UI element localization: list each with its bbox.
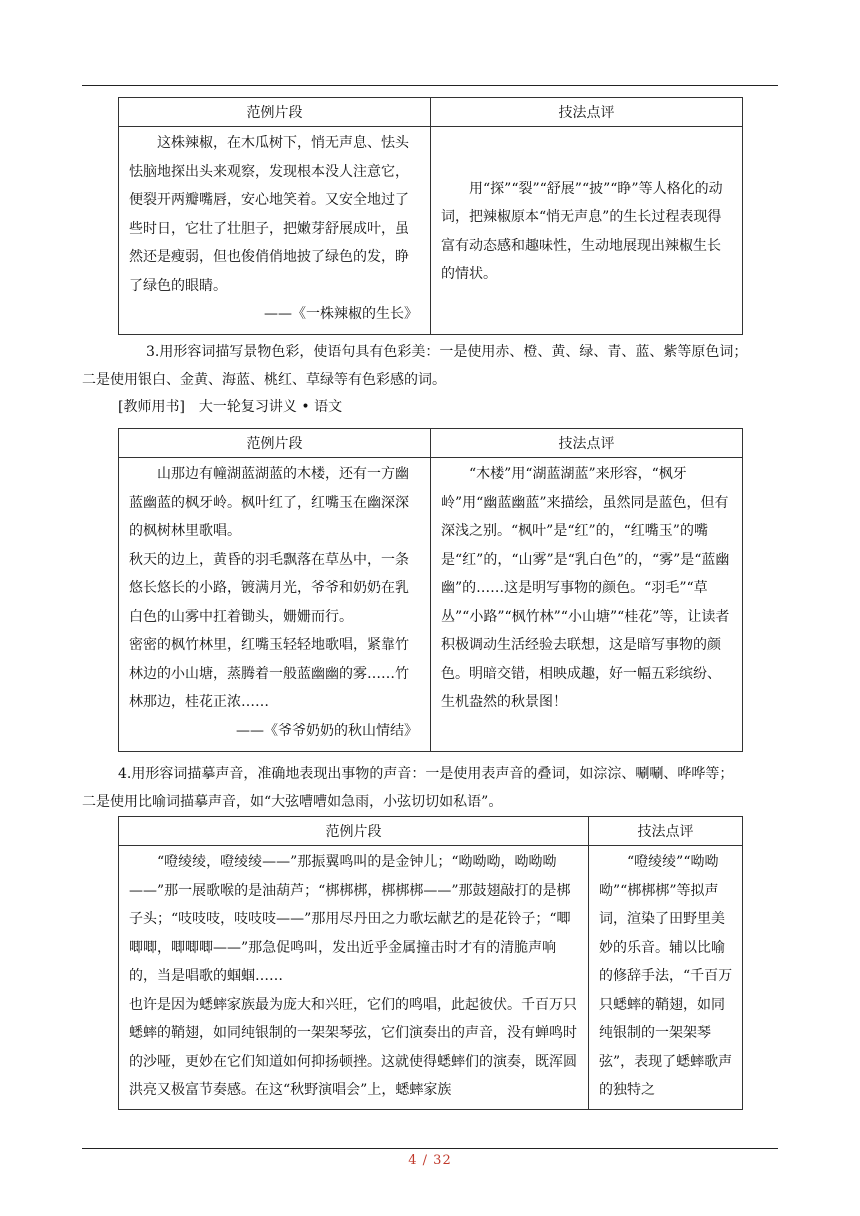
table-header-example: 范例片段 — [119, 817, 589, 846]
example-table-1 — [118, 97, 743, 335]
comment-paragraph: “噔绫绫”“呦呦呦”“梆梆梆”等拟声词，渲染了田野里美妙的乐音。辅以比喻的修辞手法，“千百万只蟋蟀的鞘翅，如同纯银制的一架架琴弦”，表现了蟋蟀歌声的独特之 — [599, 854, 733, 1098]
running-header: [教师用书] 大一轮复习讲义 • 语文 — [118, 399, 343, 415]
section-4-line-2: 二是使用比喻词描摹声音，如“大弦嘈嘈如急雨，小弦切切如私语”。 — [82, 794, 503, 810]
comment-paragraph: 用“探”“裂”“舒展”“披”“睁”等人格化的动词，把辣椒原本“悄无声息”的生长过程表现得富有动态感和趣味性，生动地展现出辣椒生长的情状。 — [441, 180, 723, 282]
comment-cell — [431, 127, 743, 335]
comment-paragraph: “木楼”用“湖蓝湖蓝”来形容，“枫牙岭”用“幽蓝幽蓝”来描绘，虽然同是蓝色，但有深浅之别。“枫叶”是“红”的，“红嘴玉”的嘴是“红”的，“山雾”是“乳白色”的，“雾”是“蓝幽幽”的……这是明写事物的颜色。“羽毛”“草丛”“小路”“枫竹林”“小山塘”“桂花”等，让读者积极调动生活经验去联想，这是暗写事物的颜色。明暗交错，相映成趣，好一幅五彩缤纷、生机盎然的秋景图！ — [441, 466, 730, 710]
example-paragraph: 山那边有幢湖蓝湖蓝的木楼，还有一方幽蓝幽蓝的枫牙岭。枫叶红了，红嘴玉在幽深深的枫树林里歌唱。 — [129, 466, 409, 539]
page-number: 4 / 32 — [408, 1153, 452, 1168]
example-paragraph: 这株辣椒，在木瓜树下，悄无声息、怯头怯脑地探出头来观察，发现根本没人注意它，便裂开两瓣嘴唇，安心地笑着。又安全地过了些时日，它壮了壮胆子，把嫩芽舒展成叶，虽然还是瘦弱，但也俊俏俏地披了绿色的发，睁了绿色的眼睛。 — [129, 135, 409, 294]
example-paragraph: “噔绫绫，噔绫绫——”那振翼鸣叫的是金钟儿；“呦呦呦，呦呦呦——”那一展歌喉的是油葫芦；“梆梆梆，梆梆梆——”那鼓翅敲打的是梆子头；“吱吱吱，吱吱吱——”那用尽丹田之力歌坛献艺的是花铃子；“唧唧唧，唧唧唧——”那急促鸣叫，发出近乎金属撞击时才有的清脆声响的，当是唱歌的蝈蝈…… — [129, 854, 571, 984]
header-rule — [82, 85, 778, 86]
footer-rule — [82, 1148, 778, 1149]
section-3-line-1: 3.用形容词描写景物色彩，使语句具有色彩美：一是使用赤、橙、黄、绿、青、蓝、紫等原色词； — [146, 344, 748, 360]
table-header-example: 范例片段 — [119, 98, 431, 127]
comment-cell — [431, 458, 743, 752]
section-4-line-1: 4.用形容词描摹声音，准确地表现出事物的声音：一是使用表声音的叠词，如淙淙、唰唰、哗哗等； — [118, 766, 734, 782]
section-3-line-2: 二是使用银白、金黄、海蓝、桃红、草绿等有色彩感的词。 — [82, 372, 446, 388]
example-source: ——《爷爷奶奶的秋山情结》 — [236, 722, 418, 739]
table-header-comment: 技法点评 — [431, 98, 743, 127]
example-paragraph: 秋天的边上，黄昏的羽毛飘落在草丛中，一条悠长悠长的小路，镀满月光，爷爷和奶奶在乳白色的山雾中扛着锄头，姗姗而行。 — [129, 551, 409, 625]
example-cell — [119, 458, 431, 752]
table-header-comment: 技法点评 — [431, 429, 743, 458]
example-source: ——《一株辣椒的生长》 — [264, 306, 418, 322]
comment-cell — [589, 846, 743, 1110]
example-table-3 — [118, 816, 743, 1110]
example-cell — [119, 127, 431, 335]
example-cell — [119, 846, 589, 1110]
table-header-comment: 技法点评 — [589, 817, 743, 846]
example-paragraph: 也许是因为蟋蟀家族最为庞大和兴旺，它们的鸣唱，此起彼伏。千百万只蟋蟀的鞘翅，如同纯银制的一架架琴弦，它们演奏出的声音，没有蝉鸣时的沙哑，更妙在它们知道如何抑扬顿挫。这就使得蟋蟀们的演奏，既浑圆洪亮又极富节奏感。在这“秋野演唱会”上，蟋蟀家族 — [129, 996, 577, 1098]
example-paragraph: 密密的枫竹林里，红嘴玉轻轻地歌唱，紧靠竹林边的小山塘，蒸腾着一般蓝幽幽的雾……竹林那边，桂花正浓…… — [129, 637, 409, 710]
table-header-example: 范例片段 — [119, 429, 431, 458]
example-table-2 — [118, 428, 743, 752]
